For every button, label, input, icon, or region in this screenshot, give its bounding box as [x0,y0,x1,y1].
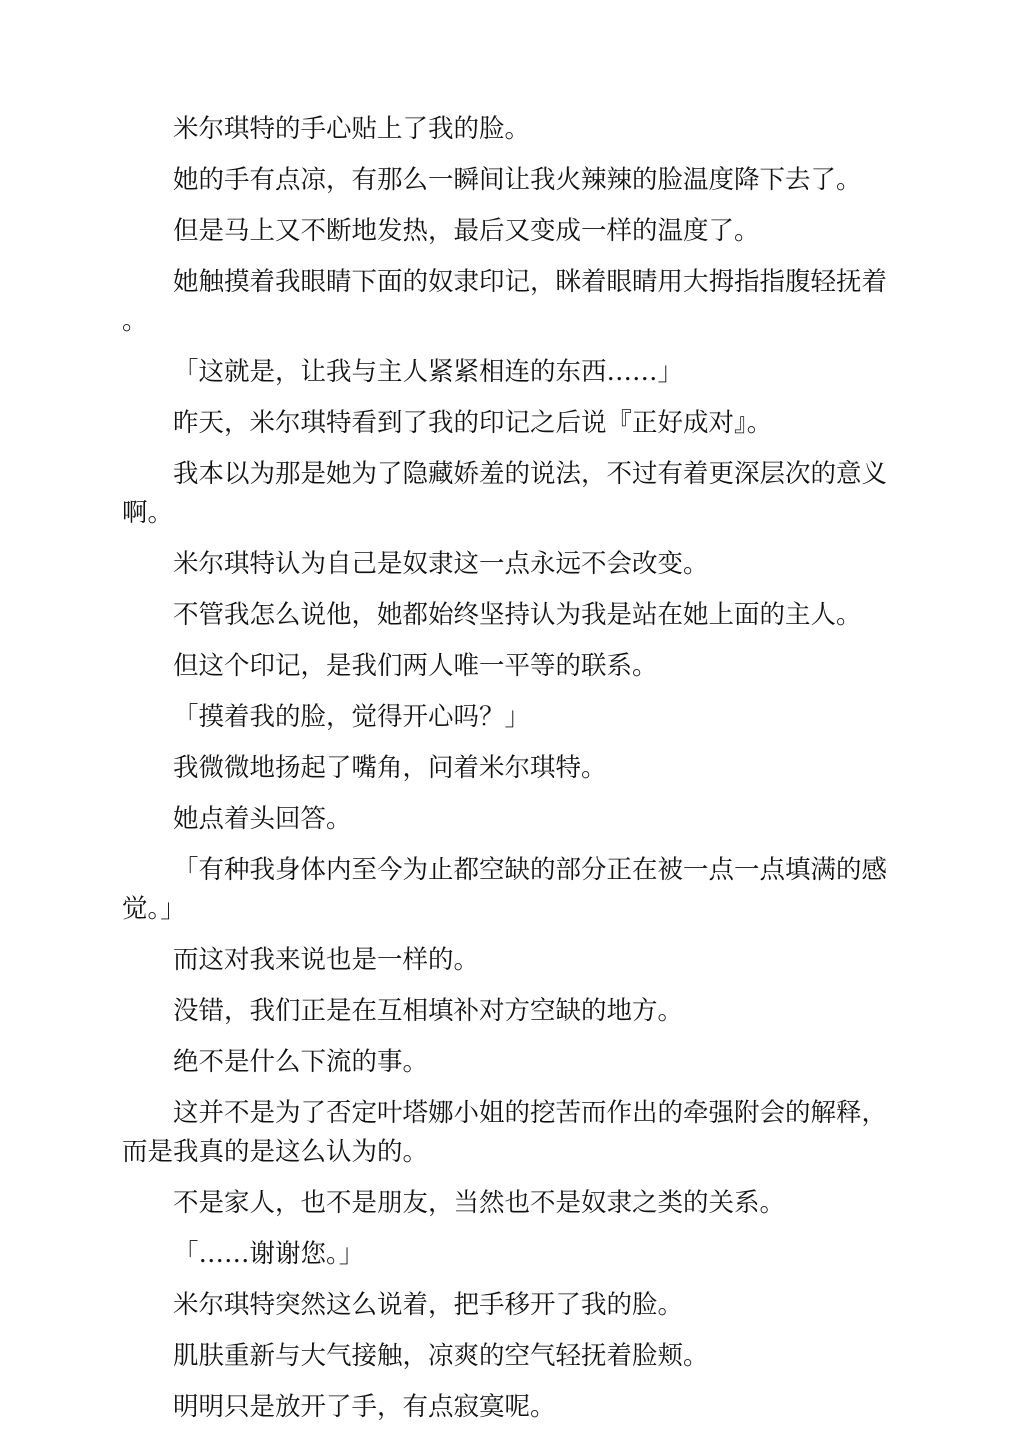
paragraph: 我本以为那是她为了隐藏娇羞的说法，不过有着更深层次的意义啊。 [122,459,888,528]
document-page [122,110,898,1439]
paragraph: 「……谢谢您。」 [173,1239,365,1269]
paragraph: 「有种我身体内至今为止都空缺的部分正在被一点一点填满的感觉。」 [122,855,888,924]
paragraph: 「这就是，让我与主人紧紧相连的东西……」 [173,357,684,387]
paragraph: 但这个印记，是我们两人唯一平等的联系。 [173,651,658,681]
paragraph: 我微微地扬起了嘴角，问着米尔琪特。 [173,753,607,783]
paragraph: 米尔琪特的手心贴上了我的脸。 [173,114,531,144]
paragraph: 米尔琪特突然这么说着，把手移开了我的脸。 [173,1290,684,1320]
paragraph: 不是家人，也不是朋友，当然也不是奴隶之类的关系。 [173,1188,786,1218]
paragraph: 绝不是什么下流的事。 [173,1047,429,1077]
paragraph: 明明只是放开了手，有点寂寞呢。 [173,1392,556,1422]
paragraph: 但是马上又不断地发热，最后又变成一样的温度了。 [173,216,760,246]
paragraph: 而这对我来说也是一样的。 [173,945,480,975]
paragraph: 这并不是为了否定叶塔娜小姐的挖苦而作出的牵强附会的解释，而是我真的是这么认为的。 [122,1098,888,1167]
paragraph: 没错，我们正是在互相填补对方空缺的地方。 [173,996,684,1026]
paragraph: 她触摸着我眼睛下面的奴隶印记，眯着眼睛用大拇指指腹轻抚着。 [122,267,888,336]
paragraph: 她的手有点凉，有那么一瞬间让我火辣辣的脸温度降下去了。 [173,165,862,195]
paragraph: 「摸着我的脸，觉得开心吗？」 [173,702,531,732]
paragraph: 米尔琪特认为自己是奴隶这一点永远不会改变。 [173,549,709,579]
paragraph: 不管我怎么说他，她都始终坚持认为我是站在她上面的主人。 [173,600,862,630]
paragraph: 她点着头回答。 [173,804,352,834]
paragraph: 肌肤重新与大气接触，凉爽的空气轻抚着脸颊。 [173,1341,709,1371]
paragraph: 昨天，米尔琪特看到了我的印记之后说『正好成对』。 [173,408,773,438]
